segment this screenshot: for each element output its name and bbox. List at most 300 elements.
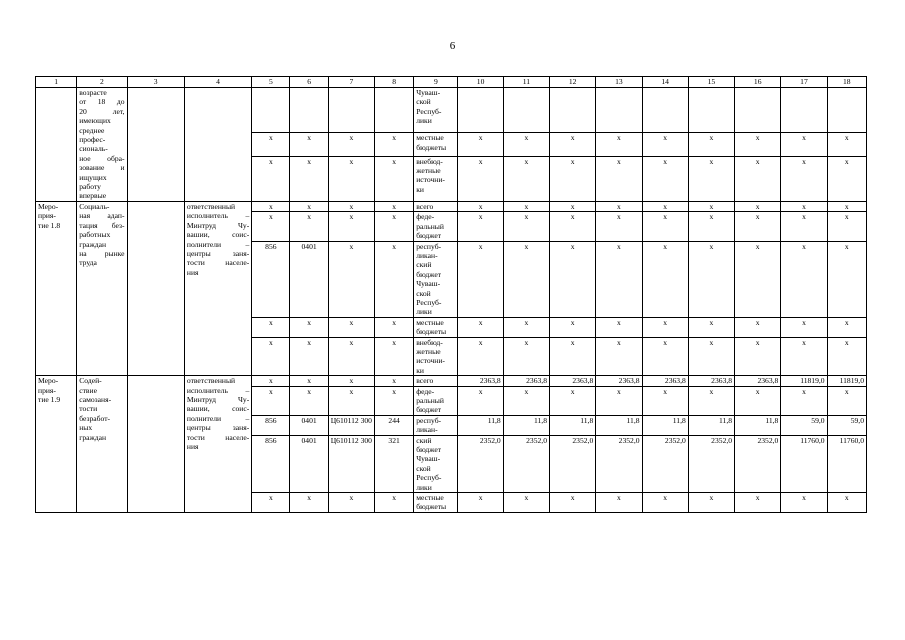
value-cell: x [550, 493, 596, 513]
value-cell: x [458, 386, 503, 415]
code-cell: x [290, 376, 328, 386]
funding-source-line: ской [416, 463, 431, 473]
value-cell: 11760,0 [781, 435, 827, 492]
measure-label-line: Меро- [38, 376, 59, 386]
code-cell: 856 [252, 241, 290, 317]
code-cell: x [328, 317, 374, 337]
executor-cell-line: полнители – [186, 239, 250, 249]
value-cell: x [735, 241, 781, 317]
column-header-1: 1 [36, 77, 77, 88]
measure-label-line: тие 1.9 [38, 395, 61, 404]
executor-cell-line: ответственный [186, 201, 236, 211]
value-cell: x [827, 386, 866, 415]
value-cell [827, 88, 866, 133]
column-header-5: 5 [252, 77, 290, 88]
funding-source-line: жетные [416, 165, 441, 175]
column-header-12: 12 [550, 77, 596, 88]
value-cell: x [781, 201, 827, 211]
code-cell: x [374, 376, 413, 386]
funding-source-line: местные [416, 317, 444, 327]
executor-cell-line: исполнитель – [186, 211, 250, 221]
measure-name-line: ищущих [79, 172, 107, 182]
value-cell: x [458, 337, 503, 376]
value-cell: x [688, 133, 734, 156]
code-cell: x [328, 212, 374, 241]
column-header-4: 4 [184, 77, 251, 88]
funding-source-line: бюджет [416, 445, 442, 455]
value-cell: x [503, 133, 549, 156]
funding-source [414, 435, 458, 492]
value-cell: x [503, 493, 549, 513]
value-cell: x [781, 156, 827, 201]
funding-source-line: ликан- [416, 425, 438, 435]
funding-source-line: ральный [416, 396, 444, 405]
value-cell [596, 88, 642, 133]
code-cell: x [252, 493, 290, 513]
value-cell: x [596, 201, 642, 211]
code-cell: x [328, 376, 374, 386]
value-cell: x [596, 156, 642, 201]
measure-name-line: профес- [79, 135, 106, 145]
value-cell: x [550, 133, 596, 156]
column-3-cell [127, 88, 184, 202]
value-cell: x [596, 493, 642, 513]
code-cell [328, 88, 374, 133]
value-cell: x [596, 212, 642, 241]
column-header-6: 6 [290, 77, 328, 88]
column-header-2: 2 [77, 77, 127, 88]
code-cell: x [374, 201, 413, 211]
funding-source-line: феде- [416, 212, 435, 222]
value-cell: x [503, 156, 549, 201]
measure-name-line: самозаня- [79, 395, 112, 404]
value-cell: x [781, 133, 827, 156]
value-cell: x [503, 201, 549, 211]
funding-source-line: феде- [416, 386, 435, 396]
code-cell: x [290, 493, 328, 513]
value-cell: x [550, 212, 596, 241]
funding-source [414, 386, 458, 415]
value-cell: x [458, 493, 503, 513]
funding-source [414, 493, 458, 513]
measure-label-line: прия- [38, 211, 56, 221]
code-cell: x [374, 241, 413, 317]
value-cell: x [596, 337, 642, 376]
measure-name-line: тация без- [79, 220, 125, 230]
value-cell: x [642, 386, 688, 415]
code-cell: 321 [374, 435, 413, 492]
funding-source-line: респуб- [416, 415, 442, 425]
table-row [36, 201, 867, 211]
value-cell: x [503, 386, 549, 415]
value-cell [781, 88, 827, 133]
value-cell: x [688, 212, 734, 241]
value-cell: 2352,0 [688, 435, 734, 492]
value-cell: 11,8 [550, 415, 596, 435]
code-cell: x [328, 201, 374, 211]
funding-source [414, 317, 458, 337]
value-cell [503, 88, 549, 133]
measure-label-line: Меро- [38, 201, 59, 211]
value-cell: x [458, 317, 503, 337]
funding-source-line: ки [416, 365, 424, 375]
value-cell: x [642, 133, 688, 156]
code-cell: x [374, 493, 413, 513]
executor-cell-line: тости населе- [186, 432, 250, 442]
value-cell: x [503, 212, 549, 241]
funding-source-line: местные [416, 133, 444, 143]
code-cell: x [328, 156, 374, 201]
funding-source [414, 201, 458, 211]
funding-source [414, 376, 458, 386]
column-3-cell [127, 376, 184, 513]
code-cell: x [252, 317, 290, 337]
column-header-11: 11 [503, 77, 549, 88]
funding-source-line: ки [416, 184, 424, 194]
measure-name-line: ствие [79, 385, 97, 395]
measure-name-line: впервые [79, 191, 107, 201]
value-cell: 2352,0 [458, 435, 503, 492]
budget-table [35, 76, 867, 513]
value-cell: 11819,0 [781, 376, 827, 386]
value-cell: 2352,0 [503, 435, 549, 492]
funding-source-line: источни- [416, 356, 445, 366]
value-cell: 11,8 [458, 415, 503, 435]
code-cell: x [252, 156, 290, 201]
measure-label [36, 201, 77, 375]
value-cell: 2352,0 [550, 435, 596, 492]
value-cell: x [503, 317, 549, 337]
measure-name-line: ное обра- [79, 153, 125, 163]
executor-cell-line: исполнитель – [186, 385, 250, 395]
value-cell: x [827, 241, 866, 317]
measure-label [36, 376, 77, 513]
measure-name [77, 88, 127, 202]
value-cell: 2352,0 [596, 435, 642, 492]
funding-source-line: бюджеты [416, 327, 447, 337]
value-cell: x [550, 201, 596, 211]
funding-source-line: лики [416, 482, 432, 492]
value-cell: x [550, 337, 596, 376]
value-cell: x [827, 156, 866, 201]
executor-cell-line: ния [186, 267, 199, 277]
code-cell: x [290, 386, 328, 415]
value-cell: x [735, 201, 781, 211]
value-cell: x [550, 386, 596, 415]
code-cell: 0401 [290, 241, 328, 317]
funding-source-line: лики [416, 307, 432, 317]
value-cell: x [688, 386, 734, 415]
executor-cell [184, 201, 251, 375]
value-cell: x [550, 241, 596, 317]
column-header-10: 10 [458, 77, 503, 88]
executor-cell-line: вашии, соис- [186, 230, 250, 240]
executor-cell [184, 88, 251, 202]
value-cell: x [735, 337, 781, 376]
funding-source-line: бюджеты [416, 142, 447, 152]
measure-name-line: ных [79, 423, 93, 433]
measure-label [36, 88, 77, 202]
value-cell: 11,8 [735, 415, 781, 435]
funding-source-line: бюджет [416, 269, 442, 279]
code-cell [252, 88, 290, 133]
value-cell: x [642, 337, 688, 376]
column-header-14: 14 [642, 77, 688, 88]
funding-source-line: ской [416, 288, 431, 298]
funding-source [414, 337, 458, 376]
measure-label-line: прия- [38, 385, 56, 395]
value-cell: x [735, 212, 781, 241]
code-cell: x [290, 201, 328, 211]
measure-name-line: граждан [79, 432, 107, 442]
column-header-17: 17 [781, 77, 827, 88]
value-cell: 11,8 [688, 415, 734, 435]
funding-source-line: ральный [416, 221, 444, 231]
value-cell: 59,0 [781, 415, 827, 435]
column-header-13: 13 [596, 77, 642, 88]
value-cell: x [688, 493, 734, 513]
code-cell: x [374, 212, 413, 241]
funding-source-line: ской [416, 97, 431, 107]
value-cell: 2363,8 [735, 376, 781, 386]
value-cell: x [735, 493, 781, 513]
funding-source [414, 156, 458, 201]
value-cell [735, 88, 781, 133]
measure-name-line: 20 лет, [79, 106, 125, 116]
code-cell: x [290, 156, 328, 201]
funding-source-line: бюджет [416, 405, 442, 415]
value-cell [642, 88, 688, 133]
code-cell: Ц610112 300 [328, 415, 374, 435]
value-cell: x [688, 241, 734, 317]
value-cell: x [458, 201, 503, 211]
value-cell: x [781, 386, 827, 415]
value-cell: x [596, 317, 642, 337]
page-number: 6 [449, 40, 456, 52]
funding-source-line: лики [416, 116, 432, 126]
value-cell: x [781, 337, 827, 376]
measure-name-line: работных [79, 230, 111, 240]
measure-name-line: работу [79, 182, 101, 192]
value-cell: x [596, 386, 642, 415]
value-cell: x [781, 212, 827, 241]
funding-source [414, 241, 458, 317]
executor-cell-line: ответственный [186, 376, 236, 386]
funding-source [414, 415, 458, 435]
measure-name-line: сиональ- [79, 144, 108, 154]
code-cell: x [328, 241, 374, 317]
value-cell: 2352,0 [735, 435, 781, 492]
code-cell: x [328, 493, 374, 513]
measure-name-line: тости [79, 404, 98, 414]
code-cell: 0401 [290, 415, 328, 435]
executor-cell-line: ния [186, 442, 199, 452]
funding-source-line: всего [416, 201, 434, 211]
code-cell [290, 88, 328, 133]
table-row [36, 88, 867, 133]
funding-source-line: всего [416, 376, 434, 386]
code-cell: x [290, 133, 328, 156]
code-cell: x [252, 201, 290, 211]
value-cell: 2363,8 [596, 376, 642, 386]
measure-name-line: граждан [79, 239, 107, 249]
code-cell: x [328, 337, 374, 376]
value-cell: x [596, 241, 642, 317]
funding-source-line: Респуб- [416, 106, 442, 116]
value-cell: x [642, 317, 688, 337]
code-cell: x [328, 133, 374, 156]
code-cell: 856 [252, 415, 290, 435]
value-cell: x [458, 241, 503, 317]
funding-source-line: бюджеты [416, 502, 447, 512]
value-cell: x [688, 317, 734, 337]
value-cell [688, 88, 734, 133]
funding-source-line: ский [416, 435, 432, 445]
value-cell: x [781, 241, 827, 317]
funding-source-line: ликан- [416, 250, 438, 260]
funding-source-line: Респуб- [416, 473, 442, 483]
value-cell: x [688, 201, 734, 211]
code-cell: x [252, 212, 290, 241]
value-cell: x [642, 241, 688, 317]
value-cell: x [827, 133, 866, 156]
code-cell: x [374, 156, 413, 201]
value-cell: x [688, 156, 734, 201]
code-cell: x [374, 337, 413, 376]
executor-cell-line: вашии, соис- [186, 404, 250, 414]
executor-cell-line: Минтруд Чу- [186, 220, 250, 230]
executor-cell-line: центры заня- [186, 423, 250, 433]
value-cell: x [596, 133, 642, 156]
code-cell: x [252, 337, 290, 376]
value-cell: x [642, 156, 688, 201]
code-cell [374, 88, 413, 133]
funding-source-line: Чуваш- [416, 454, 441, 464]
value-cell: x [458, 156, 503, 201]
funding-source-line: Чуваш- [416, 88, 441, 97]
funding-source-line: Чуваш- [416, 279, 441, 289]
column-header-16: 16 [735, 77, 781, 88]
measure-name-line: Содей- [79, 376, 102, 386]
measure-name-line: от 18 до [79, 97, 125, 107]
value-cell: 11819,0 [827, 376, 866, 386]
funding-source-line: бюджет [416, 231, 442, 241]
column-header-18: 18 [827, 77, 866, 88]
value-cell: 11760,0 [827, 435, 866, 492]
column-3-cell [127, 201, 184, 375]
measure-name-line: безработ- [79, 413, 111, 423]
code-cell: 0401 [290, 435, 328, 492]
column-header-9: 9 [414, 77, 458, 88]
funding-source-line: респуб- [416, 241, 442, 251]
value-cell: 2363,8 [642, 376, 688, 386]
value-cell: x [827, 493, 866, 513]
value-cell: x [781, 493, 827, 513]
measure-name-line: среднее [79, 125, 105, 135]
table-row [36, 376, 867, 386]
value-cell: x [503, 337, 549, 376]
value-cell: x [642, 201, 688, 211]
measure-name-line: Социаль- [79, 201, 110, 211]
code-cell: x [252, 133, 290, 156]
executor-cell-line: центры заня- [186, 248, 250, 258]
code-cell: x [290, 337, 328, 376]
measure-name [77, 376, 127, 513]
value-cell: x [735, 133, 781, 156]
value-cell: x [688, 337, 734, 376]
code-cell: Ц610112 300 [328, 435, 374, 492]
code-cell: x [252, 386, 290, 415]
measure-label-line: тие 1.8 [38, 220, 61, 230]
value-cell: 11,8 [503, 415, 549, 435]
funding-source-line: источни- [416, 175, 445, 185]
funding-source-line: внебюд- [416, 156, 443, 166]
code-cell: x [328, 386, 374, 415]
funding-source [414, 133, 458, 156]
column-header-15: 15 [688, 77, 734, 88]
value-cell: x [642, 493, 688, 513]
funding-source-line: внебюд- [416, 337, 443, 347]
value-cell: 11,8 [596, 415, 642, 435]
value-cell: x [781, 317, 827, 337]
value-cell: 2363,8 [550, 376, 596, 386]
measure-name-line: труда [79, 258, 97, 268]
value-cell: x [827, 337, 866, 376]
funding-source [414, 212, 458, 241]
funding-source-line: Респуб- [416, 297, 442, 307]
executor-cell-line: тости населе- [186, 258, 250, 268]
funding-source [414, 88, 458, 133]
measure-name-line: возрасте [79, 88, 107, 97]
funding-source-line: жетные [416, 346, 441, 356]
value-cell: x [458, 133, 503, 156]
value-cell: x [735, 156, 781, 201]
measure-name-line: имеющих [79, 116, 111, 126]
value-cell [550, 88, 596, 133]
value-cell: 11,8 [642, 415, 688, 435]
executor-cell-line: полнители – [186, 413, 250, 423]
code-cell: 244 [374, 415, 413, 435]
value-cell: x [550, 156, 596, 201]
code-cell: x [374, 133, 413, 156]
measure-name [77, 201, 127, 375]
value-cell: 2352,0 [642, 435, 688, 492]
code-cell: x [252, 376, 290, 386]
measure-name-line: на рынке [79, 248, 125, 258]
value-cell: x [642, 212, 688, 241]
value-cell: x [735, 386, 781, 415]
value-cell: 2363,8 [503, 376, 549, 386]
value-cell: x [827, 317, 866, 337]
funding-source-line: местные [416, 493, 444, 503]
value-cell: x [827, 201, 866, 211]
value-cell [458, 88, 503, 133]
code-cell: x [290, 212, 328, 241]
header-row [36, 77, 867, 88]
column-header-7: 7 [328, 77, 374, 88]
measure-name-line: зование и [79, 163, 125, 173]
executor-cell-line: Минтруд Чу- [186, 395, 250, 404]
measure-name-line: ная адап- [79, 211, 125, 221]
code-cell: 856 [252, 435, 290, 492]
value-cell: 2363,8 [688, 376, 734, 386]
executor-cell [184, 376, 251, 513]
funding-source-line: ский [416, 260, 432, 270]
value-cell: x [735, 317, 781, 337]
value-cell: x [827, 212, 866, 241]
column-header-3: 3 [127, 77, 184, 88]
value-cell: x [503, 241, 549, 317]
